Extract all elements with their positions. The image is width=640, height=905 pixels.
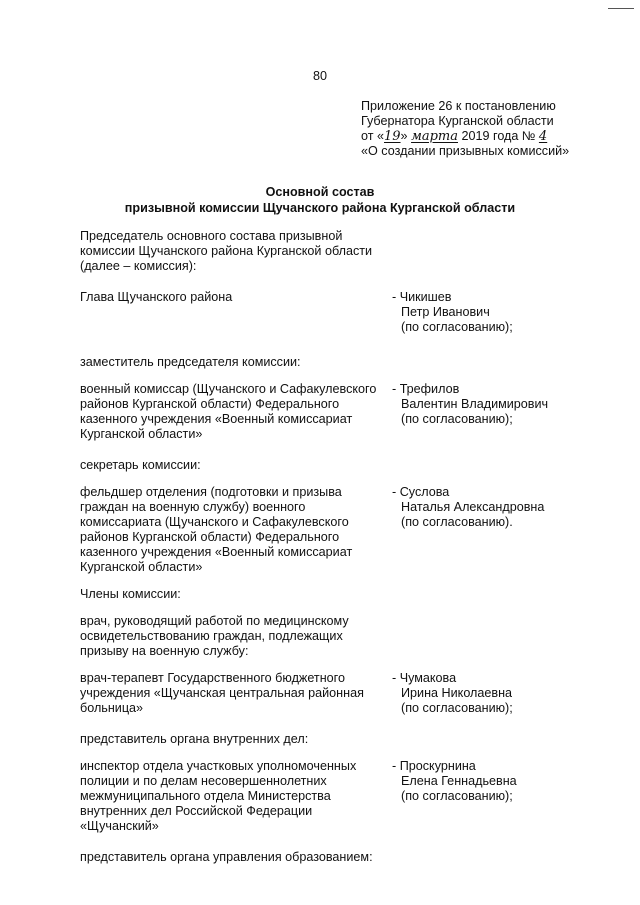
member-row [80, 382, 580, 442]
member-row [80, 485, 580, 575]
member-person [390, 759, 580, 834]
appendix-line-4: «О создании призывных комиссий» [361, 144, 570, 158]
position-line: казенного учреждения «Военный комиссариат [80, 545, 353, 559]
position-line: граждан на военную службу) военного [80, 500, 306, 514]
person-line: (по согласованию); [401, 789, 513, 803]
position-line: районов Курганской области) Федерального [80, 397, 340, 411]
text-line: Члены комиссии: [80, 587, 181, 601]
position-line: районов Курганской области) Федерального [80, 530, 340, 544]
text-line: призыву на военную службу: [80, 644, 249, 658]
position-line: учреждения «Щучанская центральная районная [80, 686, 364, 700]
appendix-line-2: Губернатора Курганской области [361, 114, 554, 128]
member-row [80, 290, 580, 335]
title-line-2: призывной комиссии Щучанского района Курганской области [124, 201, 516, 215]
person-line: Елена Геннадьевна [401, 774, 517, 788]
document-title [0, 185, 640, 217]
member-position [80, 382, 390, 442]
text-line: комиссии Щучанского района Курганской области [80, 244, 373, 258]
position-line: инспектор отдела участковых уполномоченных [80, 759, 357, 773]
person-line: Петр Иванович [401, 305, 490, 319]
person-surname: - Трефилов [392, 382, 460, 396]
position-line: «Щучанский» [80, 819, 159, 833]
position-line: Курганской области» [80, 560, 203, 574]
person-line: Ирина Николаевна [401, 686, 513, 700]
person-line: Наталья Александровна [401, 500, 545, 514]
text-line: секретарь комиссии: [80, 458, 201, 472]
section-heading [80, 355, 400, 370]
appendix-header [361, 99, 631, 159]
member-position [80, 485, 390, 575]
person-surname: - Чумакова [392, 671, 457, 685]
position-line: комиссариата (Щучанского и Сафакулевского [80, 515, 349, 529]
corner-mark [608, 8, 634, 9]
member-position [80, 290, 390, 335]
person-surname: - Суслова [392, 485, 450, 499]
person-surname: - Проскурнина [392, 759, 476, 773]
position-line: Курганской области» [80, 427, 203, 441]
section-heading [80, 614, 400, 659]
position-line: больница» [80, 701, 144, 715]
appendix-date-mid: » [400, 129, 408, 143]
position-line: фельдшер отделения (подготовки и призыва [80, 485, 342, 499]
text-line: заместитель председателя комиссии: [80, 355, 301, 369]
appendix-date-year: 2019 года № [461, 129, 536, 143]
member-position [80, 671, 390, 716]
title-line-1: Основной состав [265, 185, 375, 199]
text-line: (далее – комиссия): [80, 259, 197, 273]
member-position [80, 759, 390, 834]
commission-list [80, 229, 580, 877]
page-number: 80 [312, 69, 327, 83]
person-line: (по согласованию). [401, 515, 513, 529]
position-line: внутренних дел Российской Федерации [80, 804, 313, 818]
person-line: Валентин Владимирович [401, 397, 549, 411]
member-row [80, 671, 580, 716]
text-line: представитель органа управления образованием: [80, 850, 373, 864]
person-line: (по согласованию); [401, 701, 513, 715]
position-line: Глава Щучанского района [80, 290, 233, 304]
section-heading [80, 732, 400, 747]
appendix-date-month: марта [411, 129, 458, 144]
appendix-line-3 [361, 129, 631, 144]
member-person [390, 671, 580, 716]
person-line: (по согласованию); [401, 320, 513, 334]
position-line: врач-терапевт Государственного бюджетного [80, 671, 345, 685]
section-heading [80, 229, 400, 274]
person-line: (по согласованию); [401, 412, 513, 426]
member-row [80, 759, 580, 834]
appendix-line-1: Приложение 26 к постановлению [361, 99, 556, 113]
text-line: освидетельствованию граждан, подлежащих [80, 629, 343, 643]
position-line: военный комиссар (Щучанского и Сафакулевского [80, 382, 377, 396]
section-heading [80, 850, 410, 865]
member-person [390, 290, 580, 335]
text-line: представитель органа внутренних дел: [80, 732, 309, 746]
position-line: полиции и по делам несовершеннолетних [80, 774, 327, 788]
text-line: Председатель основного состава призывной [80, 229, 343, 243]
section-heading [80, 458, 400, 473]
member-person [390, 382, 580, 442]
position-line: казенного учреждения «Военный комиссариат [80, 412, 353, 426]
position-line: межмуниципального отдела Министерства [80, 789, 331, 803]
person-surname: - Чикишев [392, 290, 452, 304]
member-person [390, 485, 580, 575]
section-heading [80, 587, 400, 602]
appendix-date-day: 19 [384, 129, 401, 144]
appendix-date-prefix: от « [361, 129, 384, 143]
text-line: врач, руководящий работой по медицинскому [80, 614, 349, 628]
appendix-number: 4 [538, 129, 548, 144]
